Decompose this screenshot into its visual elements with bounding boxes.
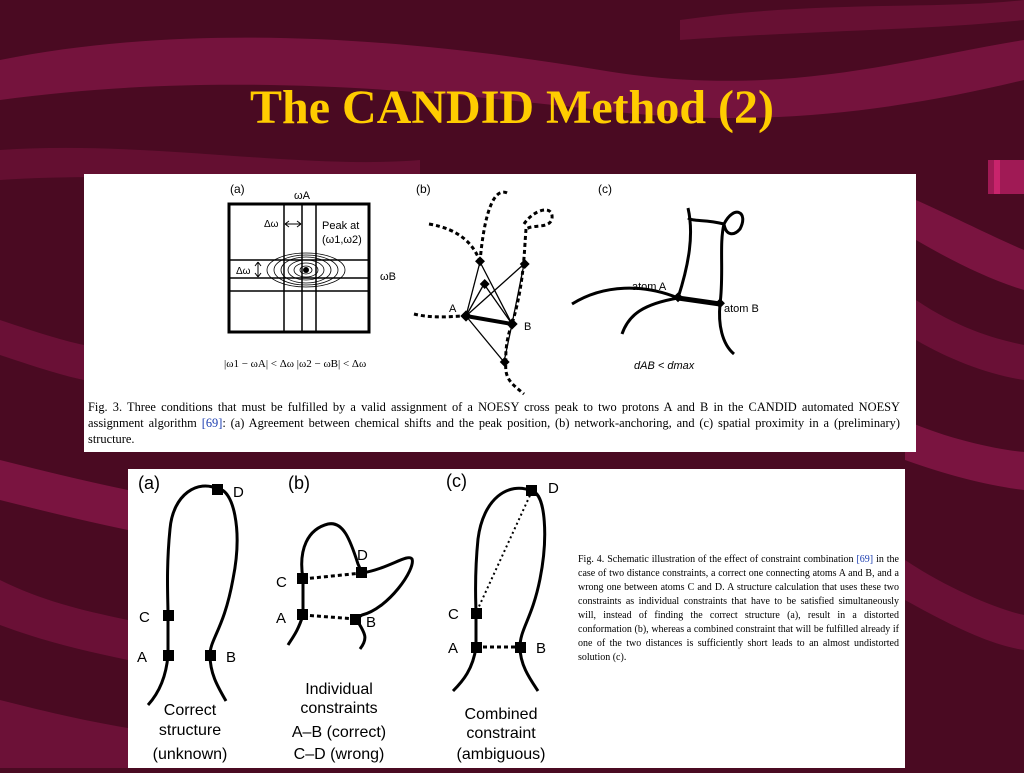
- fig4-b-atom-b: [350, 614, 361, 625]
- fig4-c-atom-a: [471, 642, 482, 653]
- fig4-a-label-c: C: [139, 609, 150, 626]
- fig3-c-distance: dAB < dmax: [634, 360, 695, 372]
- fig3-b-network: [466, 262, 524, 362]
- fig4-c-label-c: C: [448, 606, 459, 623]
- figure-3: [84, 174, 916, 452]
- fig3-b-chains: [414, 192, 552, 394]
- fig3-c-atom-a: atom A: [632, 281, 667, 293]
- fig4-caption: [578, 553, 899, 665]
- fig3-omega-a: ωA: [294, 190, 310, 202]
- fig3-panel-b-label: (b): [416, 182, 431, 196]
- fig4-c-caption-3: (ambiguous): [456, 746, 546, 763]
- fig4-a-label-b: B: [226, 649, 237, 666]
- fig4-b-caption-2: constraints: [300, 700, 378, 717]
- fig4-b-caption-3: A–B (correct): [291, 724, 387, 741]
- fig4-a-atom-d: [212, 484, 223, 495]
- fig4-b-label-b: B: [366, 614, 377, 631]
- fig4-c-caption-1: Combined: [464, 706, 538, 723]
- fig3-b-atom-a: A: [449, 303, 457, 315]
- fig3-b-atom-b: B: [524, 321, 532, 333]
- fig4-a-caption-1: Correct: [163, 702, 217, 719]
- fig4-a-label-d: D: [233, 484, 244, 501]
- fig4-c-atom-d: [526, 485, 537, 496]
- fig3-condition-a: |ω1 − ωA| < Δω |ω2 − ωB| < Δω: [224, 358, 367, 370]
- fig4-a-atom-b: [205, 650, 216, 661]
- fig4-b-caption-1: Individual: [305, 681, 373, 698]
- fig4-panel-c-label: (c): [446, 471, 467, 491]
- fig4-b-atom-d: [356, 567, 367, 578]
- fig4-c-atom-c: [471, 608, 482, 619]
- fig3-delta-omega-top: Δω: [264, 219, 279, 230]
- fig4-panel-b-label: (b): [288, 473, 310, 493]
- fig4-b-atom-c: [297, 573, 308, 584]
- fig4-b-label-a: A: [276, 610, 287, 627]
- fig3-peak-label: Peak at: [322, 220, 360, 232]
- fig4-caption-text: Fig. 4. Schematic illustration of the effect of constraint combination: [578, 554, 857, 565]
- fig3-peak-coords: (ω1,ω2): [322, 234, 362, 246]
- fig4-caption-text-end: in the case of two distance constraints, a correct one connecting atoms A and B, and a wrong one between atoms C and D. A structure calculation that uses these two constraints as individual constraints that have to be satisfied simultaneously will, instead of finding the correct structure (a), result in a distorted conformation (b), whereas a combined constraint that will be fulfilled already if one of the two distances is sufficiently short leads to an almost undistorted solution (c).: [578, 554, 899, 663]
- figure-4-diagram: [128, 469, 573, 768]
- fig4-a-label-a: A: [137, 649, 148, 666]
- fig4-a-caption-3: (unknown): [152, 746, 228, 763]
- fig4-caption-ref[interactable]: [69]: [856, 554, 874, 565]
- fig4-c-label-d: D: [548, 480, 559, 497]
- fig3-caption: [88, 399, 900, 447]
- fig4-b-atom-a: [297, 609, 308, 620]
- fig3-caption-text: Fig. 3. Three conditions that must be fulfilled by a valid assignment of a NOESY cross peak to two protons A and B in the CANDID automated NOESY assignment algorithm: [88, 400, 900, 430]
- fig4-a-caption-2: structure: [158, 722, 222, 739]
- fig4-c-label-a: A: [448, 640, 459, 657]
- fig3-omega-b: ωB: [380, 271, 396, 283]
- fig3-panel-a-label: (a): [230, 182, 245, 196]
- fig4-c-chain: [453, 488, 545, 691]
- fig4-a-atom-c: [163, 610, 174, 621]
- fig4-b-label-c: C: [276, 574, 287, 591]
- fig4-c-label-b: B: [536, 640, 547, 657]
- fig4-b-chain: [288, 524, 412, 649]
- fig4-b-label-d: D: [357, 547, 368, 564]
- slide-title: The CANDID Method (2): [250, 81, 774, 134]
- fig4-c-atom-b: [515, 642, 526, 653]
- fig3-caption-text-end: : (a) Agreement between chemical shifts and the peak position, (b) network-anchoring, and (c) spatial proximity in a (preliminary) structure.: [88, 416, 900, 446]
- fig4-b-caption-4: C–D (wrong): [293, 746, 385, 763]
- fig4-a-chain: [148, 486, 237, 705]
- fig4-a-atom-a: [163, 650, 174, 661]
- figure-3-diagram: [84, 174, 916, 399]
- fig4-panel-a-label: (a): [138, 473, 160, 493]
- fig3-delta-omega-left: Δω: [236, 266, 251, 277]
- fig3-panel-c-label: (c): [598, 182, 612, 196]
- fig3-caption-ref[interactable]: [69]: [201, 416, 223, 430]
- figure-4: [128, 469, 905, 768]
- fig4-c-caption-2: constraint: [466, 725, 536, 742]
- fig3-c-atom-b: atom B: [724, 303, 759, 315]
